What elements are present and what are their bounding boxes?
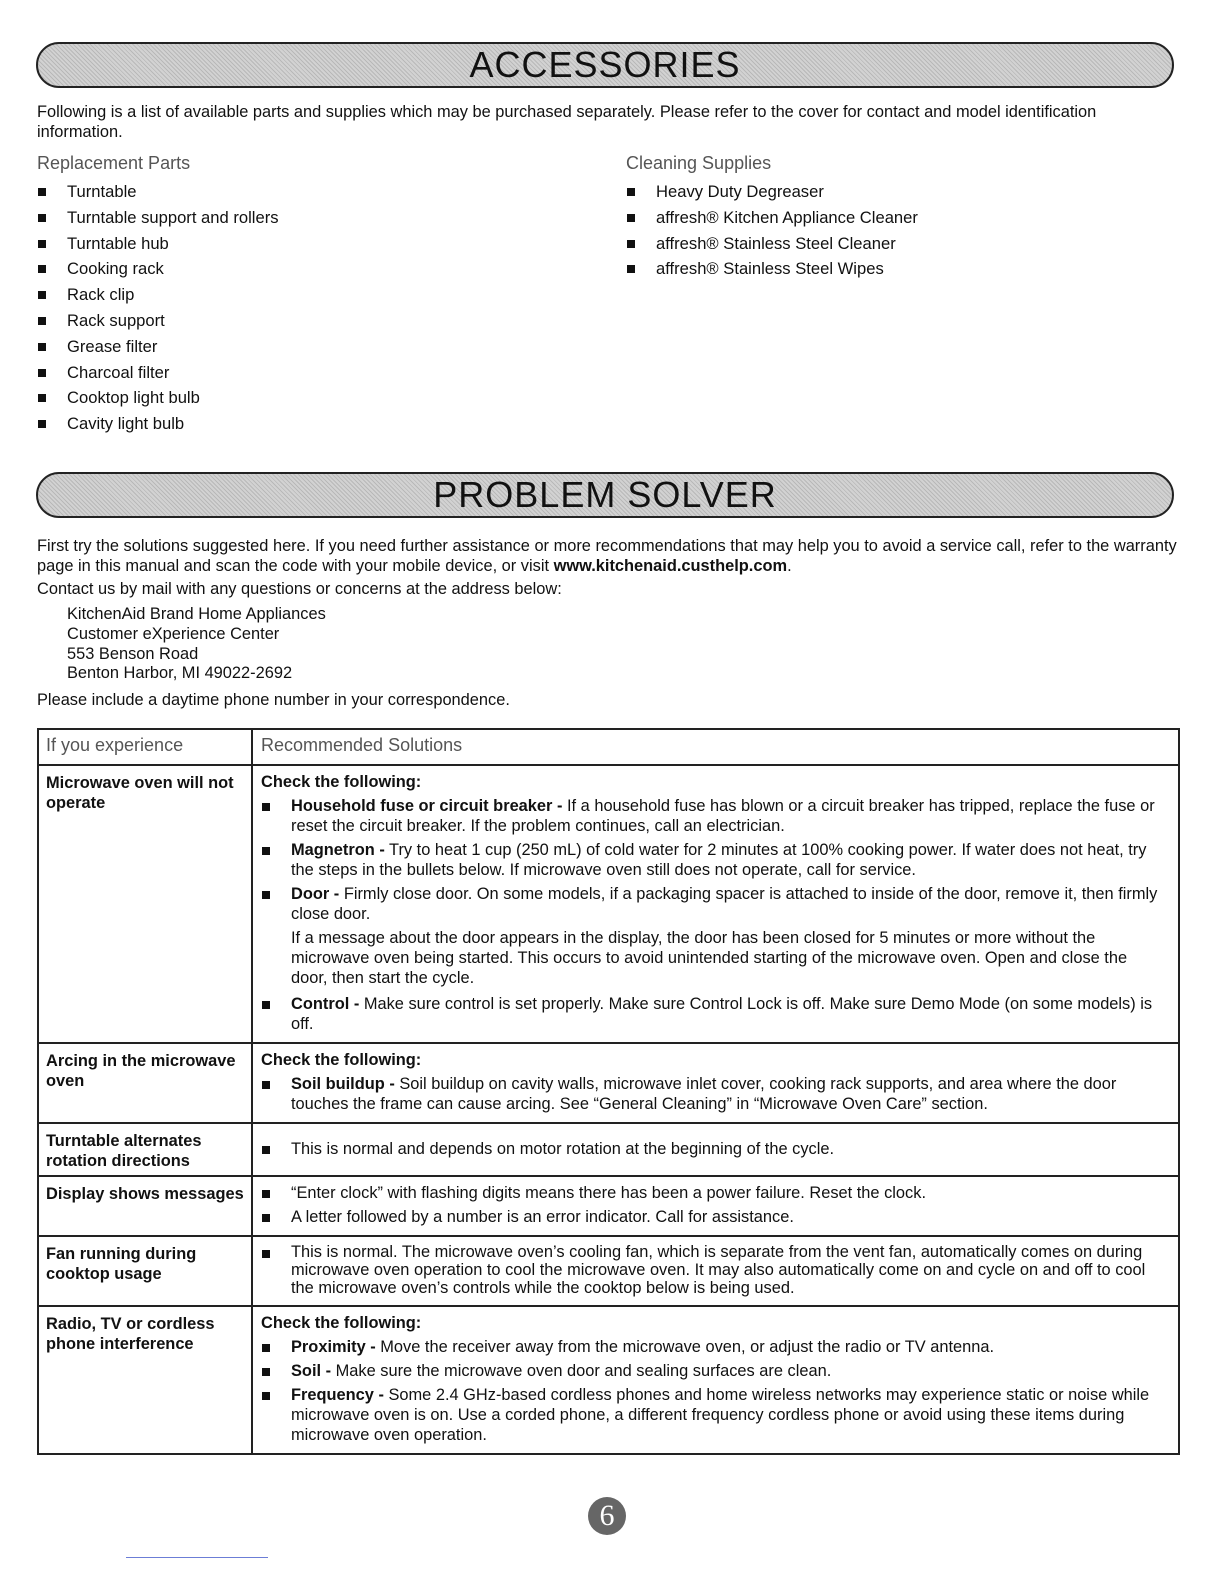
solution-item: Soil buildup - Soil buildup on cavity walls, microwave inlet cover, cooking rack supports, and area where the door touches the frame can cause arcing. See “General Cleaning” in “Microwave Oven Care” section. [261, 1074, 1166, 1114]
table-row [38, 1176, 1179, 1236]
list-item: Cooktop light bulb [37, 387, 279, 413]
table-row [38, 765, 1179, 1043]
list-item: affresh® Stainless Steel Wipes [626, 258, 918, 284]
check-following: Check the following: [261, 773, 422, 791]
solution-item: Proximity - Move the receiver away from the microwave oven, or adjust the radio or TV antenna. [261, 1337, 1166, 1357]
footer-line [126, 1557, 268, 1558]
problem-label: Radio, TV or cordless phone interference [46, 1315, 215, 1353]
list-item: Grease filter [37, 336, 279, 362]
door-note: If a message about the door appears in the display, the door has been closed for 5 minutes or more without the microwave oven being started. This occurs to avoid unintended starting of the microwave oven. Open and close the door, then start the cycle. [291, 929, 1128, 987]
problem-label: Display shows messages [46, 1185, 244, 1203]
solution-item: Soil - Make sure the microwave oven door and sealing surfaces are clean. [261, 1361, 1166, 1381]
problem-solver-intro: First try the solutions suggested here. If you need further assistance or more recommendations that may help you to avoid a service call, refer to the warranty page in this manual and scan the code with your mobile device, or visit www.kitchenaid.custhelp.com. [37, 537, 1177, 575]
list-item: Turntable support and rollers [37, 207, 279, 233]
problem-label: Fan running during cooktop usage [46, 1245, 197, 1283]
table-row [38, 1043, 1179, 1123]
website-link[interactable]: www.kitchenaid.custhelp.com [553, 556, 788, 575]
phone-note: Please include a daytime phone number in your correspondence. [37, 691, 510, 709]
solution-item: A letter followed by a number is an error indicator. Call for assistance. [261, 1207, 1166, 1227]
list-item: Rack clip [37, 284, 279, 310]
solution-item: Frequency - Some 2.4 GHz-based cordless phones and home wireless networks may experience static or noise while microwave oven is on. Use a corded phone, a different frequency cordless phone or avoid using these items during microwave oven operation. [261, 1385, 1166, 1445]
replacement-parts-list [37, 181, 279, 439]
solution-item: This is normal. The microwave oven’s cooling fan, which is separate from the vent fan, automatically comes on during microwave oven operation to cool the microwave oven. It may also automatically come on and cycle on and off to cool the microwave oven’s controls while the cooktop below is being used. [261, 1243, 1166, 1297]
list-item: affresh® Kitchen Appliance Cleaner [626, 207, 918, 233]
table-row [38, 1306, 1179, 1454]
problem-solver-table [37, 728, 1180, 1455]
solution-item: “Enter clock” with flashing digits means there has been a power failure. Reset the clock. [261, 1183, 1166, 1203]
table-row [38, 1123, 1179, 1176]
page-number: 6 [588, 1497, 626, 1535]
check-following: Check the following: [261, 1051, 422, 1069]
problem-solver-banner [36, 472, 1174, 518]
replacement-parts-heading: Replacement Parts [37, 153, 191, 173]
solution-item: This is normal and depends on motor rotation at the beginning of the cycle. [261, 1139, 1166, 1159]
problem-label: Microwave oven will not operate [46, 774, 234, 812]
list-item: Cavity light bulb [37, 413, 279, 439]
solution-item: Household fuse or circuit breaker - If a household fuse has blown or a circuit breaker has tripped, replace the fuse or reset the circuit breaker. If the problem continues, call an electrician. [261, 796, 1166, 836]
problem-label: Turntable alternates rotation directions [46, 1132, 202, 1170]
accessories-intro: Following is a list of available parts and supplies which may be purchased separately. Please refer to the cover for contact and model identification information. [37, 103, 1097, 141]
mailing-address: KitchenAid Brand Home Appliances Customer eXperience Center 553 Benson Road Benton Harbor, MI 49022-2692 [67, 605, 326, 683]
list-item: Cooking rack [37, 258, 279, 284]
cleaning-supplies-list [626, 181, 918, 284]
list-item: Heavy Duty Degreaser [626, 181, 918, 207]
header-solutions: Recommended Solutions [261, 735, 463, 755]
accessories-title: ACCESSORIES [469, 44, 741, 85]
problem-solver-title: PROBLEM SOLVER [433, 474, 777, 515]
problem-label: Arcing in the microwave oven [46, 1052, 236, 1090]
table-row [38, 1236, 1179, 1306]
solution-item: Control - Make sure control is set properly. Make sure Control Lock is off. Make sure Demo Mode (on some models) is off. [261, 994, 1166, 1034]
list-item: Turntable [37, 181, 279, 207]
check-following: Check the following: [261, 1314, 422, 1332]
solution-item: Magnetron - Try to heat 1 cup (250 mL) of cold water for 2 minutes at 100% cooking power. If water does not heat, try the steps in the bullets below. If microwave oven still does not operate, call for service. [261, 840, 1166, 880]
table-header-row [38, 729, 1179, 765]
solution-item: Door - Firmly close door. On some models, if a packaging spacer is attached to inside of the door, remove it, then firmly close door. [261, 884, 1166, 924]
list-item: Turntable hub [37, 233, 279, 259]
list-item: Charcoal filter [37, 362, 279, 388]
cleaning-supplies-heading: Cleaning Supplies [626, 153, 772, 173]
header-experience: If you experience [46, 735, 184, 755]
accessories-banner [36, 42, 1174, 88]
list-item: affresh® Stainless Steel Cleaner [626, 233, 918, 259]
list-item: Rack support [37, 310, 279, 336]
contact-text: Contact us by mail with any questions or concerns at the address below: [37, 580, 562, 598]
